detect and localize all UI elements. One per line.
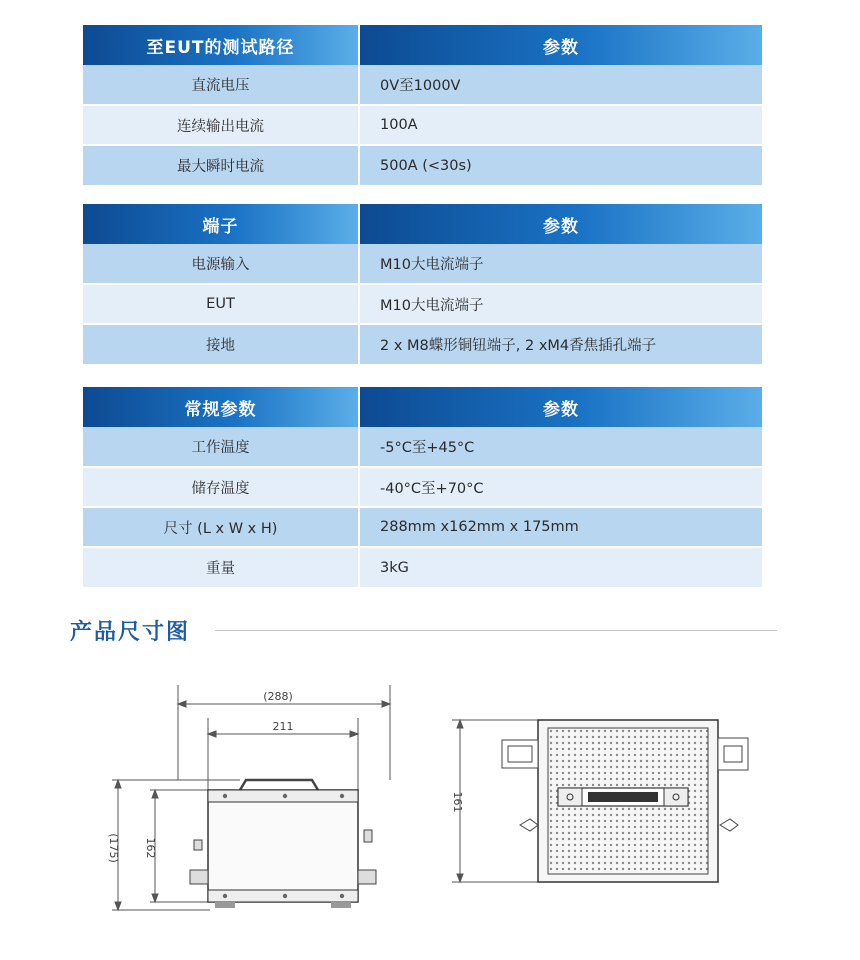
param-name: 直流电压 [83, 65, 359, 105]
param-name: 连续输出电流 [83, 105, 359, 145]
param-name: EUT [83, 284, 359, 324]
dim-inner-width: 211 [272, 720, 294, 733]
param-name: 重量 [83, 547, 359, 587]
table-row [83, 145, 762, 185]
table-header-cell: 参数 [359, 387, 762, 427]
param-value: 288mm x162mm x 175mm [359, 507, 762, 547]
table-row [83, 547, 762, 587]
dim-body-height: 162 [144, 837, 157, 859]
terminals-table [83, 204, 762, 364]
dim-depth: 161 [451, 791, 464, 813]
table-row [83, 427, 762, 467]
table-header-cell: 至EUT的测试路径 [83, 25, 359, 65]
param-value: 100A [359, 105, 762, 145]
param-value: 3kG [359, 547, 762, 587]
test-path-table [83, 25, 762, 185]
table-row [83, 324, 762, 364]
table-header-cell: 端子 [83, 204, 359, 244]
table-row [83, 244, 762, 284]
table-header-cell: 参数 [359, 25, 762, 65]
param-name: 工作温度 [83, 427, 359, 467]
param-name: 储存温度 [83, 467, 359, 507]
table-row [83, 467, 762, 507]
table-row [83, 284, 762, 324]
table-row [83, 105, 762, 145]
param-value: M10大电流端子 [359, 284, 762, 324]
general-params-table [83, 387, 762, 587]
param-value: 500A (<30s) [359, 145, 762, 185]
param-value: M10大电流端子 [359, 244, 762, 284]
param-name: 尺寸 (L x W x H) [83, 507, 359, 547]
top-view-drawing [440, 710, 770, 895]
param-name: 接地 [83, 324, 359, 364]
param-value: 0V至1000V [359, 65, 762, 105]
dim-total-height: (175) [107, 833, 120, 863]
param-value: -5°C至+45°C [359, 427, 762, 467]
front-view-drawing [100, 680, 420, 920]
table-row [83, 507, 762, 547]
param-value: 2 x M8蝶形铜钮端子, 2 xM4香焦插孔端子 [359, 324, 762, 364]
dimensions-section-title: 产品尺寸图 [70, 620, 191, 645]
table-header-cell: 常规参数 [83, 387, 359, 427]
param-name: 最大瞬时电流 [83, 145, 359, 185]
table-header-cell: 参数 [359, 204, 762, 244]
dim-total-width: (288) [263, 690, 293, 703]
param-value: -40°C至+70°C [359, 467, 762, 507]
table-row [83, 65, 762, 105]
section-divider [215, 630, 777, 631]
param-name: 电源输入 [83, 244, 359, 284]
